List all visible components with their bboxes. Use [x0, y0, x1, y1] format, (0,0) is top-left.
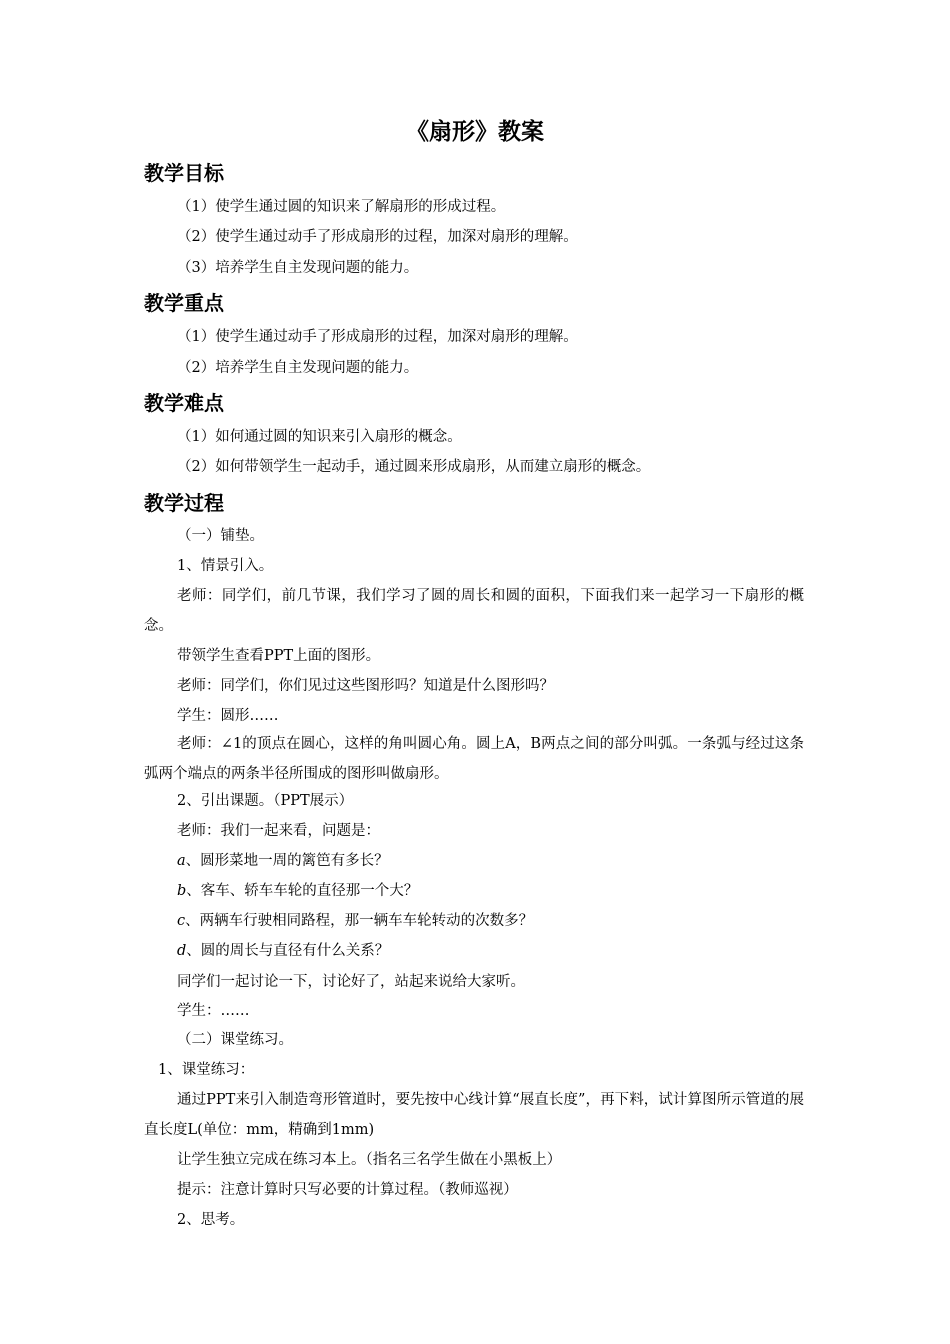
goal-item-3: （3）培养学生自主发现问题的能力。 [177, 260, 419, 276]
document-title: 《扇形》教案 [406, 119, 544, 145]
goal-item-2: （2）使学生通过动手了形成扇形的过程，加深对扇形的理解。 [177, 229, 578, 245]
question-text: 、客车、轿车车轮的直径那一个大？ [186, 883, 419, 899]
heading-teaching-process: 教学过程 [144, 491, 224, 515]
difficulty-item-1: （1）如何通过圆的知识来引入扇形的概念。 [177, 429, 462, 445]
process-paragraph: （一）铺垫。 [177, 528, 264, 544]
process-paragraph: 提示：注意计算时只写必要的计算过程。（教师巡视） [177, 1182, 518, 1198]
question-item [144, 876, 804, 906]
process-paragraph: 2、思考。 [177, 1212, 245, 1228]
process-paragraph: 带领学生查看PPT上面的图形。 [177, 648, 381, 664]
process-paragraph: 学生：…… [177, 1003, 250, 1019]
difficulty-item-2: （2）如何带领学生一起动手，通过圆来形成扇形，从而建立扇形的概念。 [177, 459, 651, 475]
heading-key-points: 教学重点 [144, 291, 224, 315]
heading-difficulties: 教学难点 [144, 391, 224, 415]
process-paragraph: 学生：圆形…… [177, 708, 279, 724]
question-label: c [177, 913, 186, 929]
process-paragraph: 1、情景引入。 [177, 558, 274, 574]
process-paragraph: （二）课堂练习。 [177, 1032, 293, 1048]
question-text: 、两辆车行驶相同路程，那一辆车车轮转动的次数多？ [185, 913, 534, 929]
question-item [144, 906, 804, 936]
process-paragraph: 1、课堂练习： [158, 1062, 255, 1078]
process-paragraph: 老师：同学们，你们见过这些图形吗？知道是什么图形吗？ [177, 678, 554, 694]
process-paragraph: 老师：同学们，前几节课，我们学习了圆的周长和圆的面积，下面我们来一起学习一下扇形的概念。 [144, 588, 804, 634]
question-label: a [177, 853, 186, 869]
key-point-item-2: （2）培养学生自主发现问题的能力。 [177, 360, 419, 376]
process-paragraph: 让学生独立完成在练习本上。（指名三名学生做在小黑板上） [177, 1152, 562, 1168]
question-item [144, 936, 804, 966]
goal-item-1: （1）使学生通过圆的知识来了解扇形的形成过程。 [177, 199, 506, 215]
heading-teaching-goals: 教学目标 [144, 161, 224, 185]
question-label: d [177, 943, 187, 959]
question-item [144, 846, 804, 876]
question-text: 、圆形菜地一周的篱笆有多长？ [185, 853, 389, 869]
question-label: b [177, 883, 187, 899]
process-paragraph: 老师：∠1的顶点在圆心，这样的角叫圆心角。圆上A，B两点之间的部分叫弧。一条弧与经过这条弧两个端点的两条半径所围成的图形叫做扇形。 [144, 736, 804, 782]
process-paragraph: 同学们一起讨论一下，讨论好了，站起来说给大家听。 [177, 974, 525, 990]
key-point-item-1: （1）使学生通过动手了形成扇形的过程，加深对扇形的理解。 [177, 329, 578, 345]
process-paragraph: 2、引出课题。（PPT展示） [177, 793, 354, 809]
process-paragraph: 通过PPT来引入制造弯形管道时，要先按中心线计算“展直长度”，再下料，试计算图所示管道的展直长度L(单位：mm，精确到1mm) [144, 1092, 804, 1138]
question-text: 、圆的周长与直径有什么关系？ [186, 943, 390, 959]
process-paragraph: 老师：我们一起来看，问题是： [177, 823, 380, 839]
